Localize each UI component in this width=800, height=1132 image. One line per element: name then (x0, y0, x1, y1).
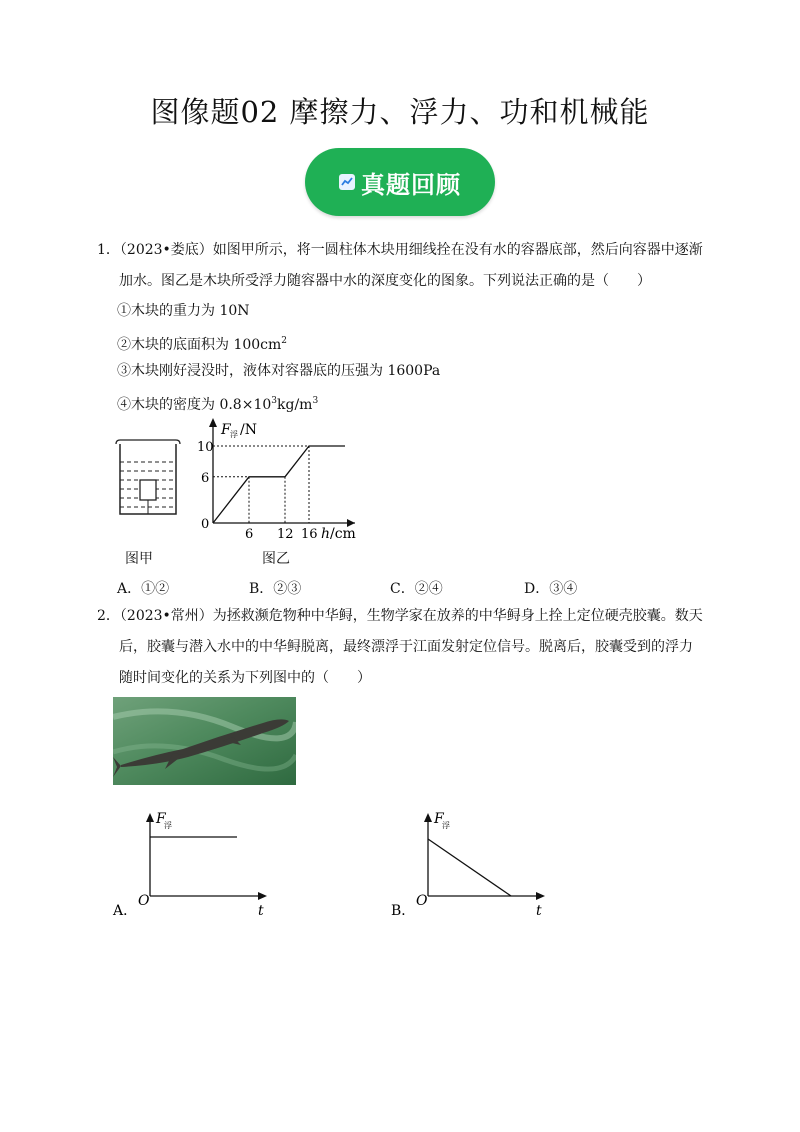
graph-b-x-arrow (536, 892, 545, 900)
graph-b-line (428, 839, 511, 896)
q1-statement-3: ③木块刚好浸没时，液体对容器底的压强为 1600Pa (117, 363, 441, 379)
graph-a-y-sub: 浮 (164, 821, 172, 830)
graph-b-y-label: F (434, 811, 444, 827)
x-axis-unit: /cm (330, 526, 356, 542)
x-tick-16: 16 (301, 527, 318, 542)
figure-caption-a: 图甲 (125, 551, 153, 567)
origin-label: 0 (201, 517, 210, 532)
q1-statement-1: ①木块的重力为 10N (117, 303, 250, 319)
x-axis-label: h (321, 526, 331, 542)
q2-text-line3: 随时间变化的关系为下列图中的（ ） (119, 670, 371, 686)
x-tick-12: 12 (277, 527, 294, 542)
buoyancy-line (213, 446, 345, 523)
q1-number: 1． (97, 242, 120, 258)
y-axis-arrow (209, 418, 217, 427)
q1-text-line1: 1．（2023•娄底）如图甲所示，将一圆柱体木块用细线拴在没有水的容器底部，然后向容器中逐渐 (97, 242, 703, 258)
q1-option-a[interactable]: A．①② (117, 581, 170, 597)
graph-a-option-label: A． (113, 903, 138, 919)
graph-a[interactable] (110, 805, 280, 920)
graph-b-option-label: B． (391, 903, 416, 919)
section-badge (305, 148, 495, 216)
graph-a-y-label: F (156, 811, 166, 827)
y-axis-label: F (221, 422, 231, 438)
graph-b-y-arrow (424, 813, 432, 822)
graph-b-x-label: t (536, 903, 542, 919)
q1-option-b[interactable]: B．②③ (249, 581, 302, 597)
graph-a-x-label: t (258, 903, 264, 919)
sturgeon-photo (113, 697, 296, 785)
x-tick-6: 6 (245, 527, 254, 542)
q1-statement-4: ④木块的密度为 $0.8\times 10^3kg/m^3$ (117, 396, 319, 413)
beaker-diagram (112, 438, 184, 518)
chart-icon (339, 174, 355, 190)
q2-text-line2: 后，胶囊与潜入水中的中华鲟脱离，最终漂浮于江面发射定位信号。脱离后，胶囊受到的浮力 (119, 639, 693, 655)
q2-number: 2． (97, 608, 120, 624)
graph-b-origin: O (416, 893, 428, 909)
figure-caption-b: 图乙 (262, 551, 290, 567)
y-tick-6: 6 (201, 471, 210, 486)
graph-b[interactable] (388, 805, 558, 920)
q1-option-d[interactable]: D．③④ (524, 581, 578, 597)
y-tick-10: 10 (197, 440, 214, 455)
graph-a-origin: O (138, 893, 150, 909)
y-axis-label-sub: 浮 (230, 430, 238, 439)
q1-option-c[interactable]: C．②④ (390, 581, 443, 597)
q1-statement-2: ②木块的底面积为 $100cm^2$ (117, 336, 288, 353)
q2-text-line1: 2．（2023•常州）为拯救濒危物种中华鲟，生物学家在放养的中华鲟身上拴上定位硬壳胶囊。数天 (97, 608, 703, 624)
buoyancy-depth-chart (195, 412, 365, 547)
badge-label: 真题回顾 (361, 170, 461, 199)
y-axis-unit: /N (240, 422, 257, 438)
graph-a-y-arrow (146, 813, 154, 822)
graph-a-x-arrow (258, 892, 267, 900)
q1-text-line2: 加水。图乙是木块所受浮力随容器中水的深度变化的图象。下列说法正确的是（ ） (119, 273, 651, 289)
graph-b-y-sub: 浮 (442, 821, 450, 830)
page-title: 图像题02 摩擦力、浮力、功和机械能 (150, 95, 650, 129)
